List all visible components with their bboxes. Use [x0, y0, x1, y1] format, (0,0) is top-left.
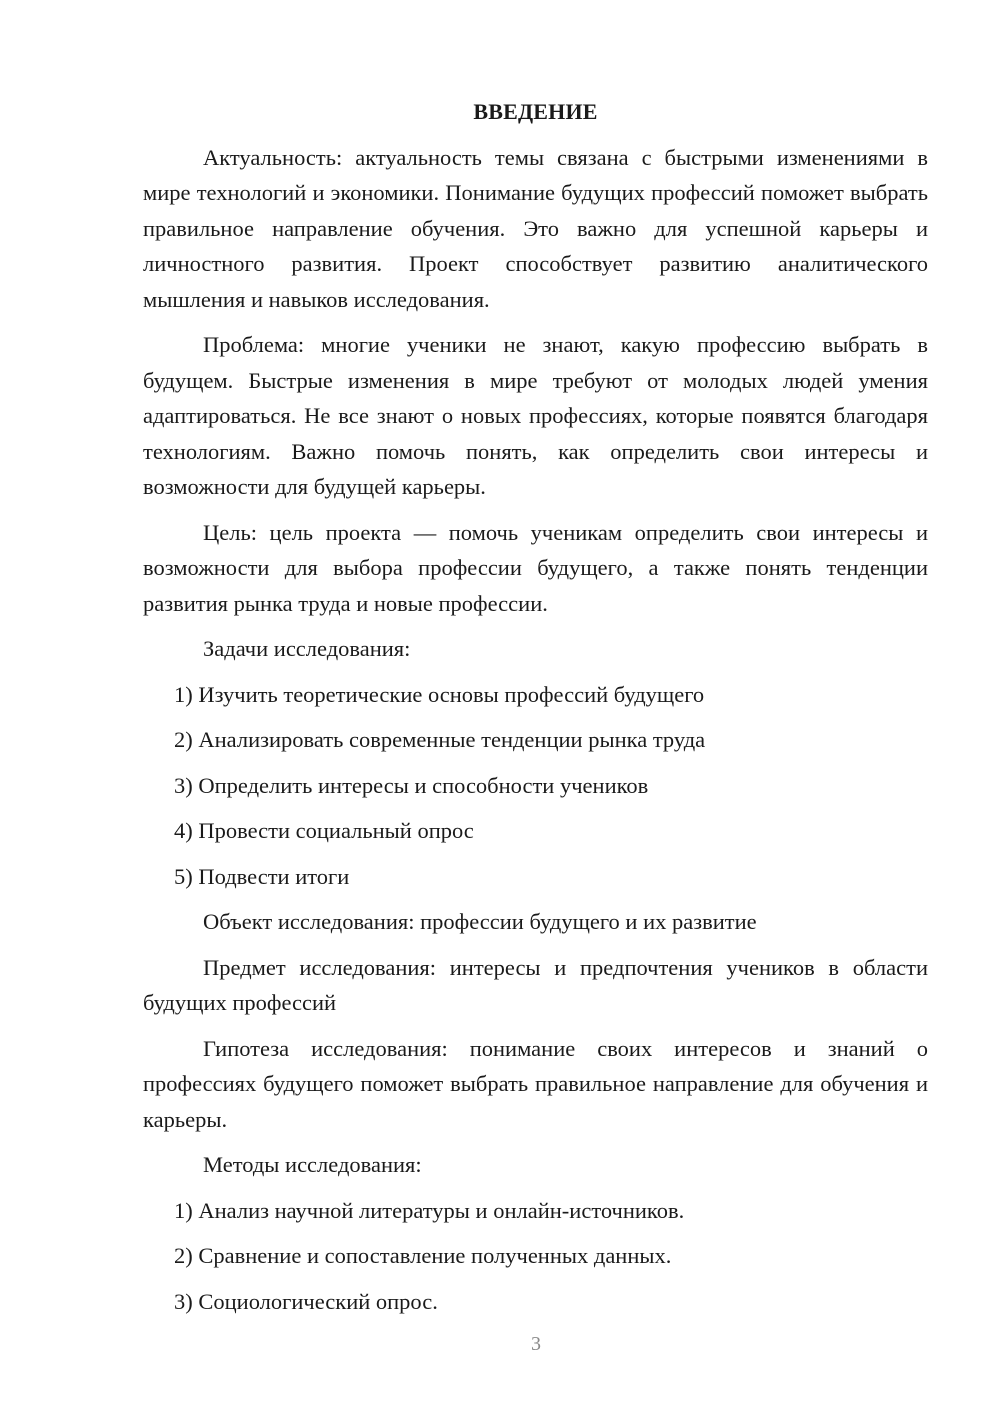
method-item: 3) Социологический опрос.: [174, 1288, 438, 1314]
task-item: 1) Изучить теоретические основы профессий будущего: [174, 681, 705, 707]
method-item: 1) Анализ научной литературы и онлайн-источников.: [174, 1197, 685, 1223]
page-title: ВВЕДЕНИЕ: [473, 99, 598, 124]
methods-heading: Методы исследования:: [203, 1152, 422, 1177]
document-body: [143, 94, 928, 1329]
method-item: 2) Сравнение и сопоставление полученных данных.: [174, 1243, 672, 1268]
task-item: 2) Анализировать современные тенденции рынка труда: [174, 727, 706, 752]
task-item: 4) Провести социальный опрос: [174, 818, 474, 843]
task-item: 5) Подвести итоги: [174, 863, 350, 889]
goal-paragraph: Цель: цель проекта — помочь ученикам определить свои интересы и возможности для выбора профессии будущего, а также понять тенденции развития рынка труда и новые профессии.: [143, 519, 928, 616]
task-item: 3) Определить интересы и способности учеников: [174, 772, 649, 798]
relevance-paragraph: Актуальность: актуальность темы связана с быстрыми изменениями в мире технологий и экономики. Понимание будущих профессий поможет выбрать правильное направление обучения. Это важно для успешной карьеры и личностного развития. Проект способствует развитию аналитического мышления и навыков исследования.: [143, 144, 928, 312]
hypothesis-paragraph: Гипотеза исследования: понимание своих интересов и знаний о профессиях будущего поможет выбрать правильное направление для обучения и карьеры.: [143, 1035, 928, 1132]
problem-paragraph: Проблема: многие ученики не знают, какую профессию выбрать в будущем. Быстрые изменения в мире требуют от молодых людей умения адаптироваться. Не все знают о новых профессиях, которые появятся благодаря технологиям. Важно помочь понять, как определить свои интересы и возможности для будущей карьеры.: [143, 332, 928, 499]
subject-paragraph: Предмет исследования: интересы и предпочтения учеников в области будущих профессий: [143, 954, 928, 1015]
object-line: Объект исследования: профессии будущего и их развитие: [203, 909, 757, 934]
tasks-heading: Задачи исследования:: [203, 636, 411, 661]
page-number: 3: [531, 1333, 541, 1355]
